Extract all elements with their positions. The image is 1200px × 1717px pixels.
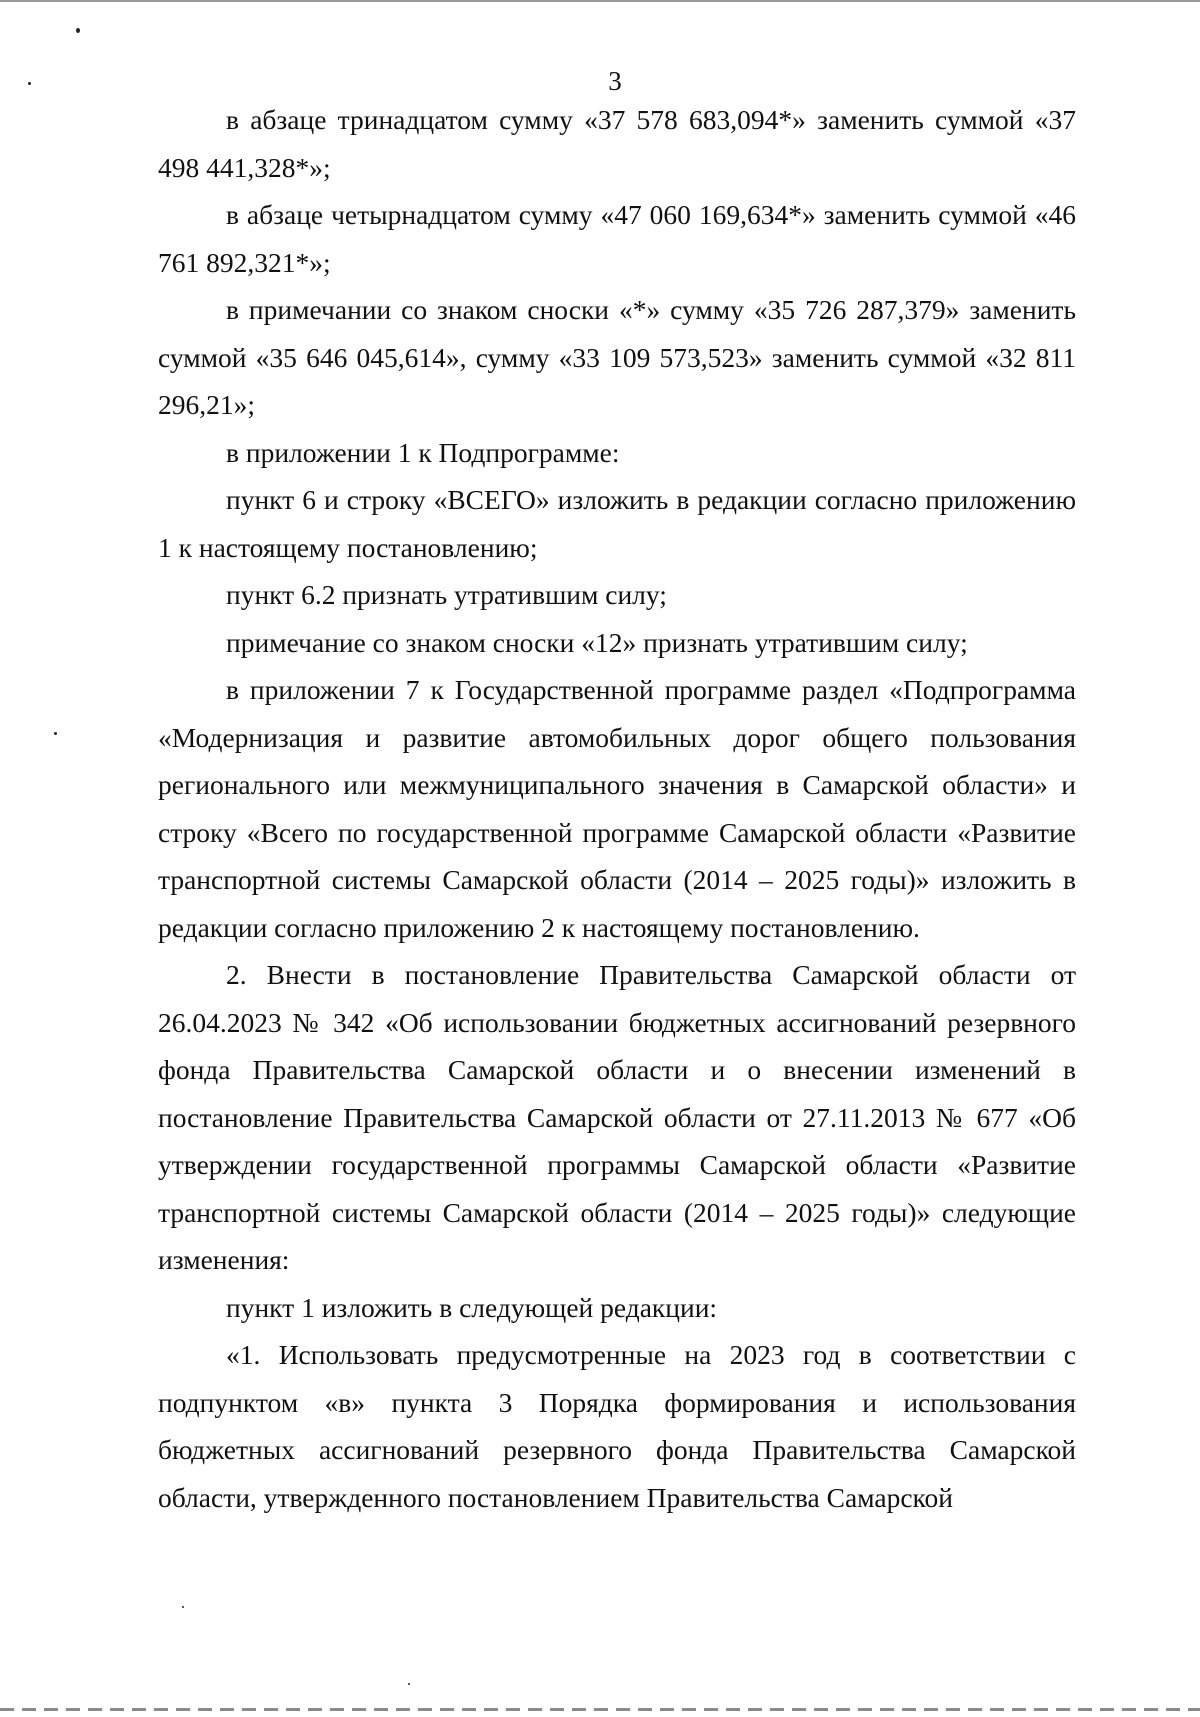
- scan-speck: [182, 1606, 184, 1608]
- top-scan-edge: [0, 0, 1200, 2]
- paragraph: в приложении 1 к Подпрограмме:: [226, 436, 620, 468]
- document-body: [158, 96, 1076, 1521]
- page-number: 3: [608, 66, 622, 96]
- paragraph: в абзаце тринадцатом сумму «37 578 683,094*» заменить суммой «37 498 441,328*»;: [158, 104, 1076, 183]
- paragraph: пункт 6.2 признать утратившим силу;: [226, 579, 667, 610]
- paragraph: пункт 6 и строку «ВСЕГО» изложить в редакции согласно приложению 1 к настоящему постановлению;: [158, 484, 1076, 563]
- scan-speck: [408, 1683, 410, 1685]
- paragraph: пункт 1 изложить в следующей редакции:: [226, 1291, 718, 1323]
- scan-speck: [76, 28, 80, 33]
- paragraph: в абзаце четырнадцатом сумму «47 060 169,634*» заменить суммой «46 761 892,321*»;: [158, 199, 1076, 278]
- bottom-scan-edge: [0, 1708, 1200, 1711]
- paragraph: «1. Использовать предусмотренные на 2023 год в соответствии с подпунктом «в» пункта 3 Порядка формирования и использования бюджетных ассигнований резервного фонда Правительства Самарской области, утвержденного постановлением Правительства Самарской: [158, 1339, 1076, 1513]
- scan-speck: [54, 732, 57, 735]
- paragraph: 2. Внести в постановление Правительства Самарской области от 26.04.2023 № 342 «Об использовании бюджетных ассигнований резервного фонда Правительства Самарской области и о внесении изменений в постановление Правительства Самарской области от 27.11.2013 № 677 «Об утверждении государственной программы Самарской области «Развитие транспортной системы Самарской области (2014 – 2025 годы)» следующие изменения:: [158, 959, 1076, 1275]
- paragraph: в приложении 7 к Государственной программе раздел «Подпрограмма «Модернизация и развитие автомобильных дорог общего пользования регионального или межмуниципального значения в Самарской области» и строку «Всего по государственной программе Самарской области «Развитие транспортной системы Самарской области (2014 – 2025 годы)» изложить в редакции согласно приложению 2 к настоящему постановлению.: [158, 674, 1076, 943]
- paragraph: в примечании со знаком сноски «*» сумму «35 726 287,379» заменить суммой «35 646 045,614», сумму «33 109 573,523» заменить суммой «32 811 296,21»;: [158, 294, 1076, 420]
- paragraph: примечание со знаком сноски «12» признать утратившим силу;: [226, 626, 968, 658]
